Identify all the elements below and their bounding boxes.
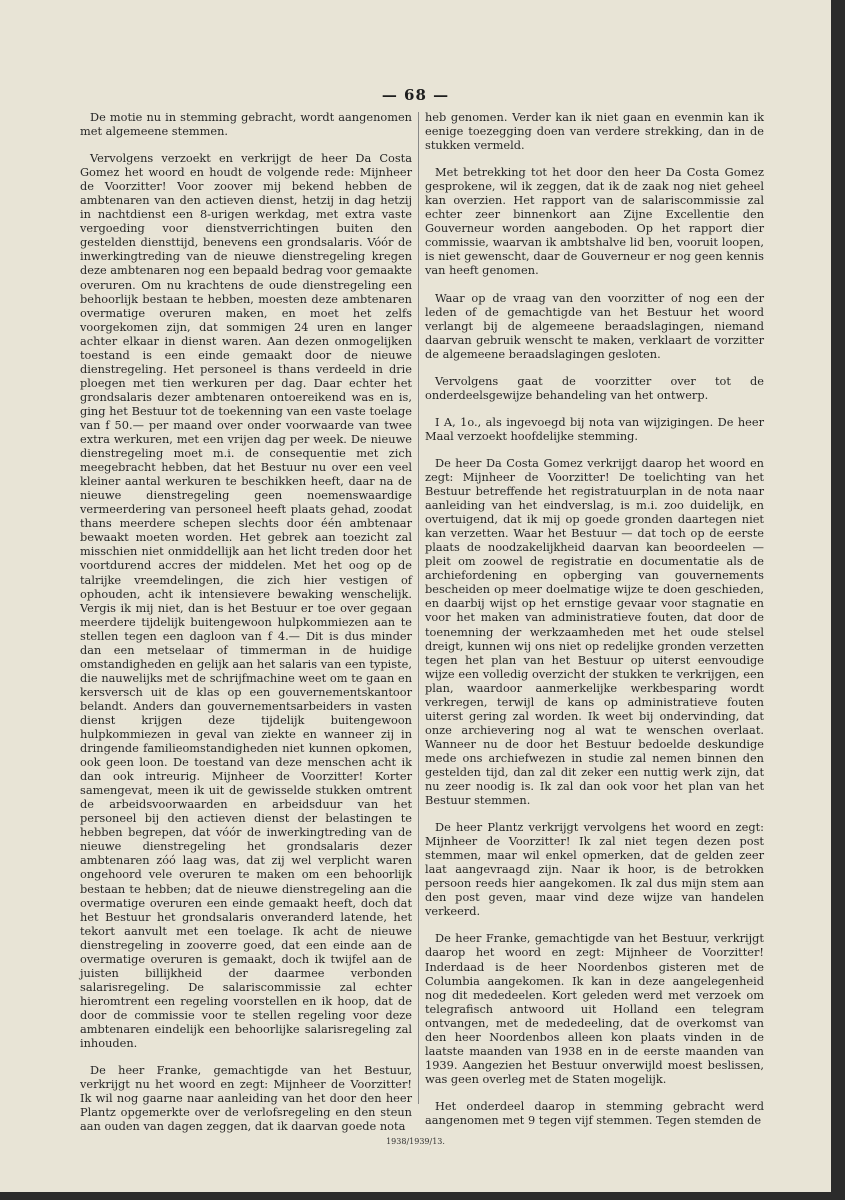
column-divider	[418, 112, 419, 1104]
paragraph: De heer Plantz verkrijgt vervolgens het woord en zegt: Mijnheer de Voorzitter! Ik zal niet tegen dezen post stemmen, maar wil enkel opmerken, dat de gelden zeer laat aangevraagd zijn. Naar ik hoor, is de betrokken persoon reeds hier aangekomen. Ik zal dus mijn stem aan den post geven, maar vind deze wijze van handelen verkeerd.	[425, 820, 764, 919]
footer-reference: 1938/1939/13.	[386, 1137, 445, 1146]
paragraph: Vervolgens verzoekt en verkrijgt de heer Da Costa Gomez het woord en houdt de volgende rede: Mijnheer de Voorzitter! Voor zoover mij bekend hebben de ambtenaren van den actieven dienst, hetzij in dag hetzij in nachtdienst een 8-urigen werkdag, met extra vaste vergoeding voor dienstverrichtingen buiten den gestelden diensttijd, benevens een grondsalaris. Vóór de inwerkingtreding van de nieuwe dienstregeling kregen deze ambtenaren nog een bepaald bedrag voor gemaakte overuren. Om nu krachtens de oude dienstregeling een behoorlijk bestaan te hebben, moesten deze ambtenaren overmatige overuren maken, en moet het zelfs voorgekomen zijn, dat sommigen 24 uren en langer achter elkaar in dienst waren. Aan dezen onmogelijken toestand is een einde gemaakt door de nieuwe dienstregeling. Het personeel is thans verdeeld in drie ploegen met tien werkuren per dag. Daar echter het grondsalaris dezer ambtenaren ontoereikend was en is, ging het Bestuur tot de toekenning van een vaste toelage van f 50.— per maand over onder voorwaarde van twee extra werkuren, met een vrijen dag per week. De nieuwe dienstregeling moet m.i. de consequentie met zich meegebracht hebben, dat het Bestuur nu over een veel kleiner aantal werkuren te beschikken heeft, daar na de nieuwe dienstregeling geen noemenswaardige vermeerdering van personeel heeft plaats gehad, zoodat thans meerdere schepen slechts door één ambtenaar bewaakt moeten worden. Het gebrek aan toezicht zal misschien niet onmiddellijk aan het licht treden door het voortdurend accres der middelen. Met het oog op de talrijke vreemdelingen, die zich hier vestigen of ophouden, acht ik intensievere bewaking wenschelijk. Vergis ik mij niet, dan is het Bestuur er toe over gegaan meerdere tijdelijk buitengewoon hulpkommiezen aan te stellen tegen een dagloon van f 4.— Dit is dus minder dan een metselaar of timmerman in de huidige omstandigheden en gelijk aan het salaris van een typiste, die nauwelijks met de schrijfmachine weet om te gaan en kersversch uit de klas op een gouvernementskantoor belandt. Anders dan gouvernementsarbeiders in vasten dienst krijgen deze tijdelijk buitengewoon hulpkommiezen in geval van ziekte en wanneer zij in dringende familieomstandigheden niet kunnen opkomen, ook geen loon. De toestand van deze menschen acht ik dan ook intreurig. Mijnheer de Voorzitter! Korter samengevat, meen ik uit de gewisselde stukken omtrent de arbeidsvoorwaarden en arbeidsduur van het personeel bij den actieven dienst der belastingen te hebben begrepen, dat vóór de inwerkingtreding van de nieuwe dienstregeling het grondsalaris dezer ambtenaren zóó laag was, dat zij wel verplicht waren ongehoord vele overuren te maken om een behoorlijk bestaan te hebben; dat de nieuwe dienstregeling aan die overmatige overuren een einde gemaakt heeft, doch dat het Bestuur het grondsalaris onveranderd latende, het tekort aanvult met een toelage. Ik acht de nieuwe dienstregeling in zooverre goed, dat een einde aan de overmatige overuren is gemaakt, doch ik twijfel aan de juisten billijkheid der daarmee verbonden salarisregeling. De salariscommissie zal echter hieromtrent een regeling voorstellen en ik hoop, dat de door de commissie voor te stellen regeling voor deze ambtenaren eindelijk een behoorlijke salarisregeling zal inhouden.	[80, 151, 412, 1051]
paragraph: De heer Da Costa Gomez verkrijgt daarop het woord en zegt: Mijnheer de Voorzitter! De toelichting van het Bestuur betreffende het registratuurplan in de nota naar aanleiding van het eindverslag, is m.i. zoo duidelijk, en overtuigend, dat ik mij op goede gronden daartegen niet kan verzetten. Waar het Bestuur — dat toch op de eerste plaats de noodzakelijkheid daarvan kan beoordeelen — pleit om zoowel de registratie en documentatie als de archiefordening en opberging van gouvernements bescheiden op meer doelmatige wijze te doen geschieden, en daarbij wijst op het ernstige gevaar voor stagnatie en voor het maken van administratieve fouten, dat door de toenemning der werkzaamheden met het oude stelsel dreigt, kunnen wij ons niet op redelijke gronden verzetten tegen het plan van het Bestuur op uiterst eenvoudige wijze een volledig overzicht der stukken te verkrijgen, een plan, waardoor aanmerkelijke werkbesparing wordt verkregen, terwijl de kans op administratieve fouten uiterst gering zal worden. Ik weet bij ondervinding, dat onze archievering nog al wat te wenschen overlaat. Wanneer nu de door het Bestuur bedoelde deskundige mede ons archiefwezen in studie zal nemen binnen den gestelden tijd, dan zal dit zeker een nuttig werk zijn, dat nu zeer noodig is. Ik zal dan ook voor het plan van het Bestuur stemmen.	[425, 455, 764, 808]
page-number: — 68 —	[381, 86, 450, 104]
paragraph: I A, 1o., als ingevoegd bij nota van wijzigingen. De heer Maal verzoekt hoofdelijke stemming.	[425, 414, 764, 443]
scan-edge-right	[831, 0, 845, 1200]
paragraph: De motie nu in stemming gebracht, wordt aangenomen met algemeene stemmen.	[80, 110, 412, 139]
paragraph: De heer Franke, gemachtigde van het Bestuur, verkrijgt daarop het woord en zegt: Mijnheer de Voorzitter! Inderdaad is de heer Noordenbos gisteren met de Columbia aangekomen. Ik kan in deze aangelegenheid nog dit mededeelen. Kort geleden werd met verzoek om telegrafisch antwoord uit Holland een telegram ontvangen, met de mededeeling, dat de overkomst van den heer Noordenbos alleen kon plaats vinden in de laatste maanden van 1938 en in de eerste maanden van 1939. Aangezien het Bestuur onverwijld moest beslissen, was geen overleg met de Staten mogelijk.	[425, 931, 764, 1086]
paragraph: Vervolgens gaat de voorzitter over tot de onderdeelsgewijze behandeling van het ontwerp.	[425, 373, 764, 402]
left-column	[80, 110, 412, 1146]
paragraph: Het onderdeel daarop in stemming gebracht werd aangenomen met 9 tegen vijf stemmen. Tegen stemden de	[425, 1098, 764, 1127]
paragraph: heb genomen. Verder kan ik niet gaan en evenmin kan ik eenige toezegging doen van verdere strekking, dan in de stukken vermeld.	[425, 110, 764, 153]
scan-edge-bottom	[0, 1192, 845, 1200]
paragraph: Met betrekking tot het door den heer Da Costa Gomez gesprokene, wil ik zeggen, dat ik de zaak nog niet geheel kan overzien. Het rapport van de salariscommissie zal echter zeer binnenkort aan Zijne Excellentie den Gouverneur worden aangeboden. Op het rapport dier commissie, waarvan ik ambtshalve lid ben, vooruit loopen, is niet gewenscht, daar de Gouverneur er nog geen kennis van heeft genomen.	[425, 165, 764, 278]
right-column	[425, 110, 764, 1140]
paragraph: De heer Franke, gemachtigde van het Bestuur, verkrijgt nu het woord en zegt: Mijnheer de Voorzitter! Ik wil nog gaarne naar aanleiding van het door den heer Plantz opgemerkte over de verlofsregeling en den steun aan ouden van dagen zeggen, dat ik daarvan goede nota	[80, 1063, 412, 1134]
paragraph: Waar op de vraag van den voorzitter of nog een der leden of de gemachtigde van het Bestuur het woord verlangt bij de algemeene beraadslagingen, niemand daarvan gebruik wenscht te maken, verklaart de vorzitter de algemeene beraadslagingen gesloten.	[425, 290, 764, 361]
